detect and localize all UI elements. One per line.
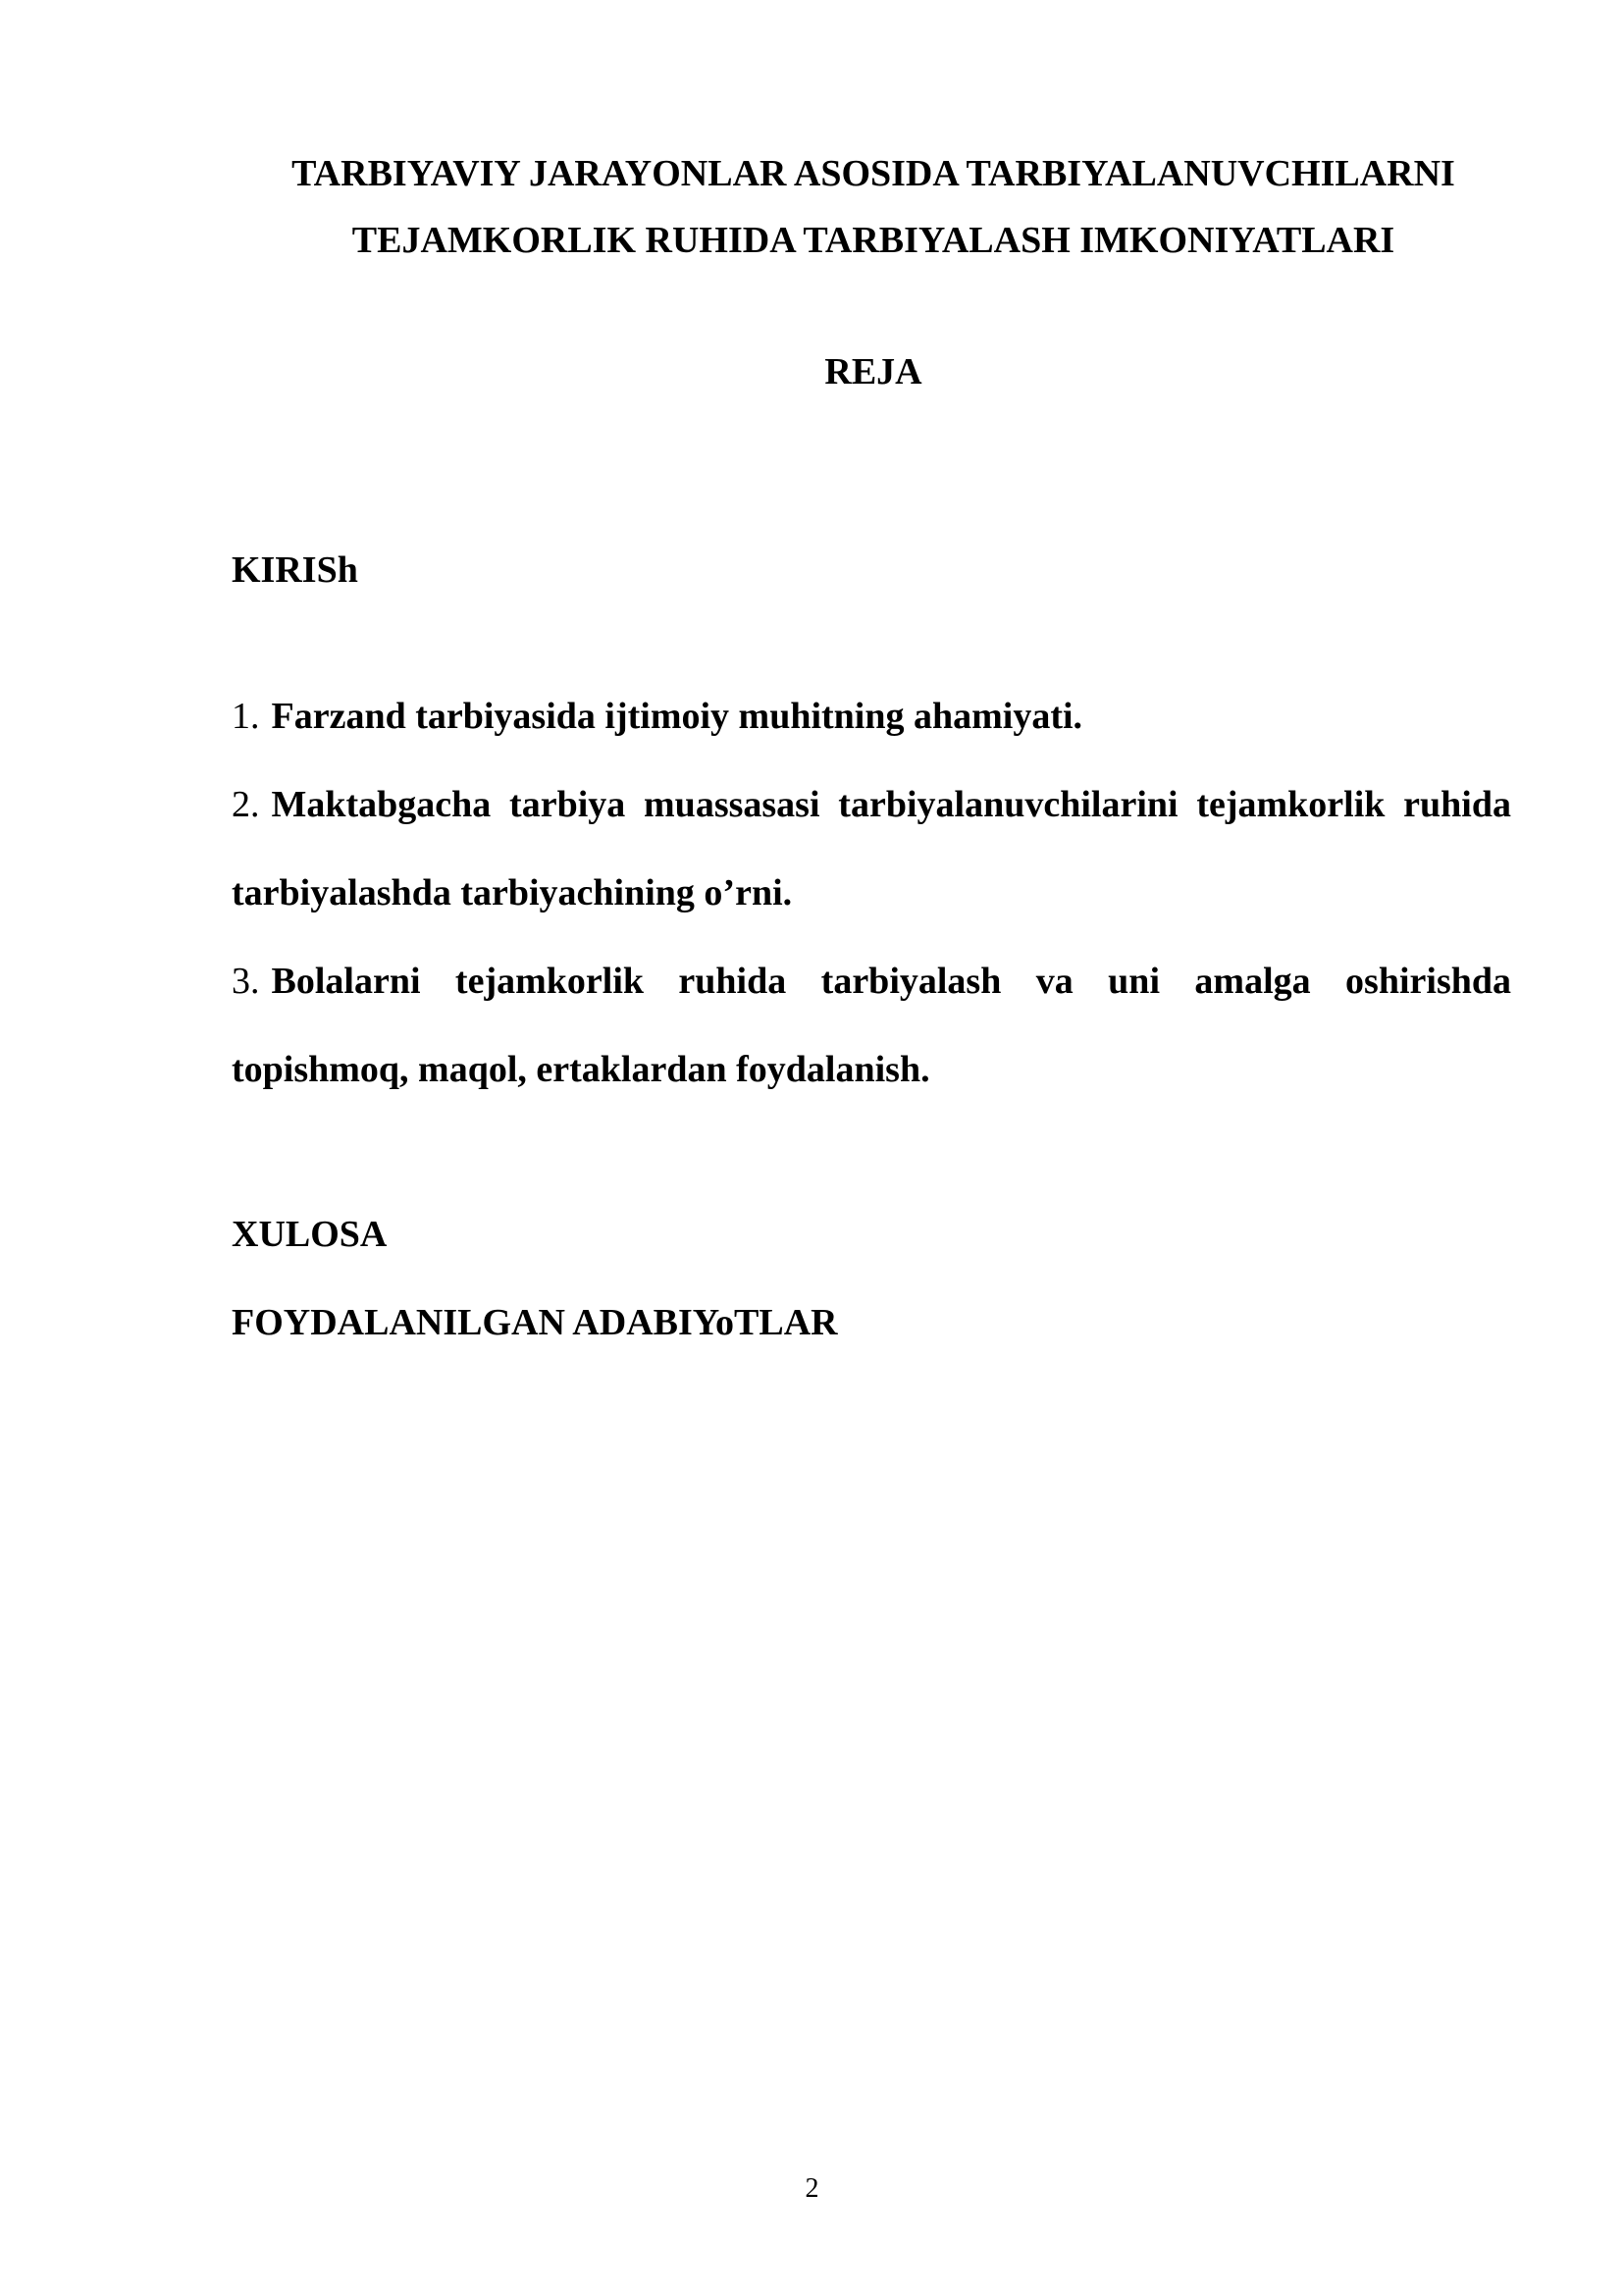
document-title-line-2: TEJAMKORLIK RUHIDA TARBIYALASH IMKONIYATLARI [351,220,1395,261]
plan-item-text: Maktabgacha tarbiya muassasasi tarbiyalanuvchilarini tejamkorlik ruhida tarbiyalashda tarbiyachining o’rni. [232,784,1511,913]
document-title-line-1: TARBIYAVIY JARAYONLAR ASOSIDA TARBIYALANUVCHILARNI [291,153,1455,194]
plan-item-text: Bolalarni tejamkorlik ruhida tarbiyalash va uni amalga oshirishda topishmoq, maqol, ertaklardan foydalanish. [232,961,1511,1090]
plan-item-number: 1. [232,696,260,737]
conclusion-heading: XULOSA [232,1214,388,1255]
plan-item-2 [232,760,1511,937]
plan-item-number: 2. [232,784,260,825]
plan-heading: REJA [824,351,922,392]
plan-item-text: Farzand tarbiyasida ijtimoiy muhitning ahamiyati. [271,696,1083,737]
plan-item-3 [232,937,1511,1114]
references-heading: FOYDALANILGAN ADABIYoTLAR [232,1302,838,1343]
introduction-heading: KIRISh [232,549,358,591]
page-number: 2 [805,2173,819,2204]
plan-item-number: 3. [232,961,260,1002]
plan-item-1 [232,672,1511,760]
plan-list [232,672,1511,1114]
